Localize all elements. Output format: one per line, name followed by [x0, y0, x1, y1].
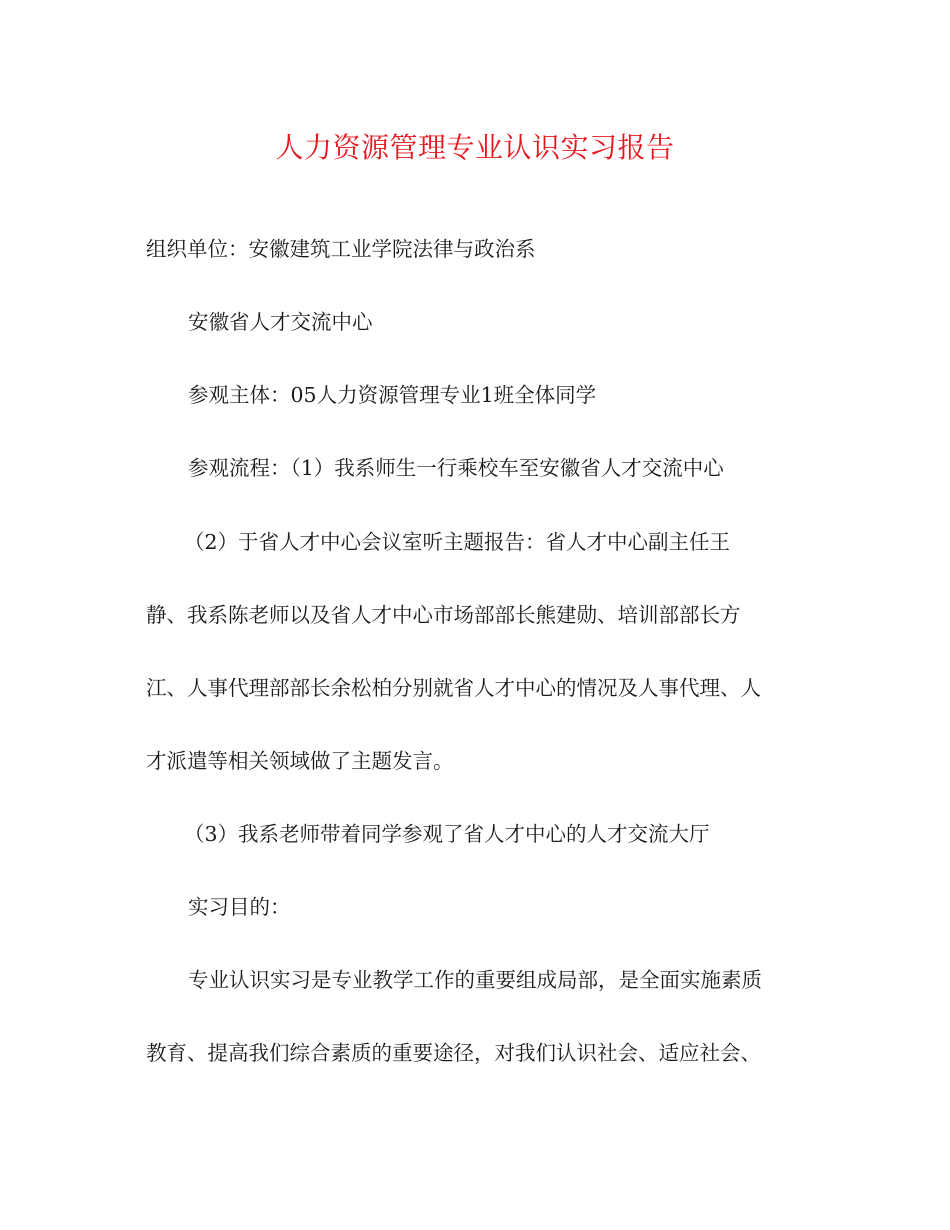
- paragraph-line: 专业认识实习是专业教学工作的重要组成局部，是全面实施素质: [188, 968, 762, 992]
- paragraph-line: 江、人事代理部部长余松柏分别就省人才中心的情况及人事代理、人: [146, 676, 761, 700]
- paragraph-line: 组织单位：安徽建筑工业学院法律与政治系: [146, 237, 536, 261]
- document-title: 人力资源管理专业认识实习报告: [275, 131, 675, 164]
- paragraph-line: 参观流程：（1）我系师生一行乘校车至安徽省人才交流中心: [188, 456, 724, 480]
- paragraph-line: （2）于省人才中心会议室听主题报告：省人才中心副主任王: [184, 530, 731, 554]
- paragraph-line: （3）我系老师带着同学参观了省人才中心的人才交流大厅: [184, 822, 710, 846]
- paragraph-line: 实习目的：: [188, 895, 291, 919]
- paragraph-line: 参观主体：05人力资源管理专业1班全体同学: [188, 383, 597, 407]
- paragraph-line: 才派遣等相关领域做了主题发言。: [146, 749, 454, 773]
- paragraph-line: 教育、提高我们综合素质的重要途径，对我们认识社会、适应社会、: [146, 1041, 761, 1065]
- paragraph-line: 安徽省人才交流中心: [188, 310, 373, 334]
- paragraph-line: 静、我系陈老师以及省人才中心市场部部长熊建勋、培训部部长方: [146, 603, 741, 627]
